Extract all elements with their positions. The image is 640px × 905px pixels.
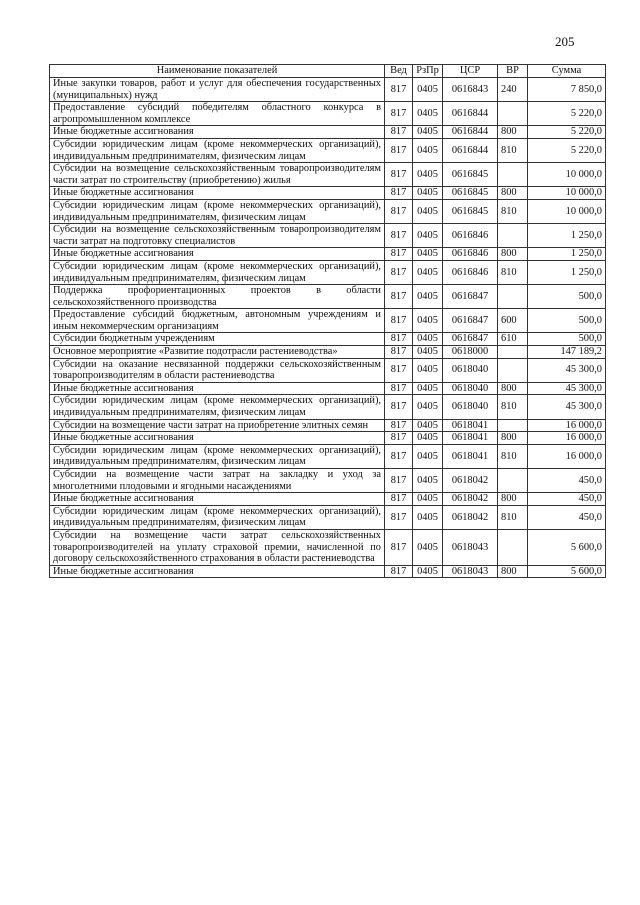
row-csr-cell: 0618000: [443, 346, 498, 359]
row-sum-cell: 16 000,0: [528, 432, 606, 445]
row-name-cell: Субсидии юридическим лицам (кроме некоммерческих организаций), индивидуальным предпринимателям, физическим лицам: [50, 505, 385, 529]
row-ved-cell: 817: [385, 565, 413, 578]
row-ved-cell: 817: [385, 248, 413, 261]
row-sum-cell: 16 000,0: [528, 444, 606, 468]
column-header-vr: ВР: [498, 65, 528, 78]
row-sum-cell: 147 189,2: [528, 346, 606, 359]
row-vr-cell: 810: [498, 395, 528, 419]
row-vr-cell: [498, 529, 528, 565]
row-vr-cell: 800: [498, 187, 528, 200]
row-rzpr-cell: 0405: [413, 565, 443, 578]
row-csr-cell: 0618041: [443, 419, 498, 432]
row-name-cell: Предоставление субсидий бюджетным, автономным учреждениям и иным некоммерческим организациям: [50, 309, 385, 333]
row-ved-cell: 817: [385, 260, 413, 284]
table-row: [50, 78, 606, 102]
row-rzpr-cell: 0405: [413, 469, 443, 493]
row-ved-cell: 817: [385, 382, 413, 395]
page-number: 205: [555, 34, 575, 49]
table-row: [50, 187, 606, 200]
row-csr-cell: 0616846: [443, 260, 498, 284]
row-sum-cell: 450,0: [528, 505, 606, 529]
row-csr-cell: 0616847: [443, 309, 498, 333]
row-rzpr-cell: 0405: [413, 333, 443, 346]
table-row: [50, 199, 606, 223]
row-name-cell: Субсидии юридическим лицам (кроме некоммерческих организаций), индивидуальным предпринимателям, физическим лицам: [50, 138, 385, 162]
row-name-cell: Иные бюджетные ассигнования: [50, 248, 385, 261]
row-rzpr-cell: 0405: [413, 529, 443, 565]
row-vr-cell: 810: [498, 138, 528, 162]
table-row: [50, 309, 606, 333]
row-vr-cell: [498, 358, 528, 382]
row-ved-cell: 817: [385, 126, 413, 139]
row-vr-cell: 810: [498, 505, 528, 529]
row-name-cell: Субсидии на оказание несвязанной поддержки сельскохозяйственным товаропроизводителям в области растениеводства: [50, 358, 385, 382]
row-rzpr-cell: 0405: [413, 163, 443, 187]
row-rzpr-cell: 0405: [413, 382, 443, 395]
row-ved-cell: 817: [385, 358, 413, 382]
row-sum-cell: 5 220,0: [528, 126, 606, 139]
row-name-cell: Субсидии на возмещение части затрат на закладку и уход за многолетними плодовыми и ягодными насаждениями: [50, 469, 385, 493]
row-sum-cell: 1 250,0: [528, 248, 606, 261]
table-row: [50, 260, 606, 284]
row-ved-cell: 817: [385, 187, 413, 200]
row-ved-cell: 817: [385, 78, 413, 102]
table-row: [50, 126, 606, 139]
row-name-cell: Иные бюджетные ассигнования: [50, 187, 385, 200]
row-name-cell: Субсидии на возмещение сельскохозяйственным товаропроизводителям части затрат по строительству (приобретению) жилья: [50, 163, 385, 187]
table-body: [50, 78, 606, 578]
row-ved-cell: 817: [385, 432, 413, 445]
table-row: [50, 444, 606, 468]
budget-table: [49, 64, 606, 578]
table-row: [50, 358, 606, 382]
row-rzpr-cell: 0405: [413, 493, 443, 506]
row-name-cell: Иные бюджетные ассигнования: [50, 126, 385, 139]
column-header-csr: ЦСР: [443, 65, 498, 78]
row-rzpr-cell: 0405: [413, 444, 443, 468]
table-row: [50, 493, 606, 506]
table-row: [50, 382, 606, 395]
row-sum-cell: 5 600,0: [528, 529, 606, 565]
table-row: [50, 248, 606, 261]
table-row: [50, 102, 606, 126]
row-sum-cell: 500,0: [528, 333, 606, 346]
row-csr-cell: 0618043: [443, 565, 498, 578]
row-vr-cell: 810: [498, 260, 528, 284]
row-csr-cell: 0616844: [443, 126, 498, 139]
row-name-cell: Иные закупки товаров, работ и услуг для обеспечения государственных (муниципальных) нужд: [50, 78, 385, 102]
column-header-rzpr: РзПр: [413, 65, 443, 78]
row-rzpr-cell: 0405: [413, 432, 443, 445]
row-vr-cell: [498, 102, 528, 126]
row-vr-cell: 810: [498, 444, 528, 468]
row-sum-cell: 10 000,0: [528, 187, 606, 200]
row-name-cell: Субсидии на возмещение части затрат сельскохозяйственных товаропроизводителей на уплату страховой премии, начисленной по договору сельскохозяйственного страхования в области растениеводства: [50, 529, 385, 565]
row-name-cell: Субсидии юридическим лицам (кроме некоммерческих организаций), индивидуальным предпринимателям, физическим лицам: [50, 199, 385, 223]
row-ved-cell: 817: [385, 102, 413, 126]
row-ved-cell: 817: [385, 309, 413, 333]
row-sum-cell: 45 300,0: [528, 358, 606, 382]
row-rzpr-cell: 0405: [413, 126, 443, 139]
row-rzpr-cell: 0405: [413, 505, 443, 529]
row-name-cell: Субсидии юридическим лицам (кроме некоммерческих организаций), индивидуальным предпринимателям, физическим лицам: [50, 444, 385, 468]
column-header-sum: Сумма: [528, 65, 606, 78]
row-csr-cell: 0616845: [443, 187, 498, 200]
row-name-cell: Иные бюджетные ассигнования: [50, 382, 385, 395]
row-rzpr-cell: 0405: [413, 248, 443, 261]
row-ved-cell: 817: [385, 505, 413, 529]
row-ved-cell: 817: [385, 395, 413, 419]
table-row: [50, 529, 606, 565]
row-csr-cell: 0616847: [443, 333, 498, 346]
row-name-cell: Основное мероприятие «Развитие подотрасли растениеводства»: [50, 346, 385, 359]
row-name-cell: Субсидии юридическим лицам (кроме некоммерческих организаций), индивидуальным предпринимателям, физическим лицам: [50, 260, 385, 284]
row-vr-cell: [498, 224, 528, 248]
row-vr-cell: [498, 419, 528, 432]
row-name-cell: Предоставление субсидий победителям областного конкурса в агропромышленном комплексе: [50, 102, 385, 126]
row-vr-cell: 600: [498, 309, 528, 333]
row-sum-cell: 5 220,0: [528, 138, 606, 162]
row-vr-cell: 800: [498, 248, 528, 261]
row-rzpr-cell: 0405: [413, 285, 443, 309]
row-sum-cell: 7 850,0: [528, 78, 606, 102]
row-csr-cell: 0616845: [443, 199, 498, 223]
row-name-cell: Поддержка профориентационных проектов в области сельскохозяйственного производства: [50, 285, 385, 309]
row-csr-cell: 0618040: [443, 358, 498, 382]
row-vr-cell: 800: [498, 493, 528, 506]
row-csr-cell: 0616844: [443, 102, 498, 126]
row-csr-cell: 0616843: [443, 78, 498, 102]
row-vr-cell: 810: [498, 199, 528, 223]
row-sum-cell: 16 000,0: [528, 419, 606, 432]
row-rzpr-cell: 0405: [413, 419, 443, 432]
row-ved-cell: 817: [385, 469, 413, 493]
row-rzpr-cell: 0405: [413, 309, 443, 333]
row-sum-cell: 10 000,0: [528, 163, 606, 187]
row-ved-cell: 817: [385, 529, 413, 565]
row-vr-cell: 610: [498, 333, 528, 346]
row-csr-cell: 0616846: [443, 248, 498, 261]
table-row: [50, 432, 606, 445]
row-sum-cell: 500,0: [528, 309, 606, 333]
row-vr-cell: 800: [498, 382, 528, 395]
row-csr-cell: 0618042: [443, 505, 498, 529]
row-sum-cell: 45 300,0: [528, 395, 606, 419]
table-row: [50, 565, 606, 578]
row-rzpr-cell: 0405: [413, 395, 443, 419]
row-sum-cell: 450,0: [528, 493, 606, 506]
row-csr-cell: 0618043: [443, 529, 498, 565]
row-sum-cell: 45 300,0: [528, 382, 606, 395]
row-ved-cell: 817: [385, 346, 413, 359]
table-row: [50, 346, 606, 359]
row-ved-cell: 817: [385, 224, 413, 248]
table-row: [50, 138, 606, 162]
row-csr-cell: 0616844: [443, 138, 498, 162]
row-vr-cell: 240: [498, 78, 528, 102]
row-ved-cell: 817: [385, 163, 413, 187]
table-row: [50, 395, 606, 419]
row-rzpr-cell: 0405: [413, 346, 443, 359]
row-vr-cell: [498, 285, 528, 309]
row-sum-cell: 5 220,0: [528, 102, 606, 126]
row-vr-cell: [498, 163, 528, 187]
table-row: [50, 505, 606, 529]
row-rzpr-cell: 0405: [413, 187, 443, 200]
row-csr-cell: 0616846: [443, 224, 498, 248]
row-ved-cell: 817: [385, 333, 413, 346]
row-sum-cell: 450,0: [528, 469, 606, 493]
row-rzpr-cell: 0405: [413, 199, 443, 223]
row-ved-cell: 817: [385, 419, 413, 432]
row-name-cell: Иные бюджетные ассигнования: [50, 432, 385, 445]
table-row: [50, 469, 606, 493]
row-rzpr-cell: 0405: [413, 260, 443, 284]
row-csr-cell: 0616845: [443, 163, 498, 187]
table-row: [50, 333, 606, 346]
row-csr-cell: 0618041: [443, 432, 498, 445]
row-sum-cell: 10 000,0: [528, 199, 606, 223]
row-vr-cell: 800: [498, 126, 528, 139]
column-header-name: Наименование показателей: [50, 65, 385, 78]
row-sum-cell: 5 600,0: [528, 565, 606, 578]
row-rzpr-cell: 0405: [413, 138, 443, 162]
row-sum-cell: 500,0: [528, 285, 606, 309]
row-rzpr-cell: 0405: [413, 78, 443, 102]
row-ved-cell: 817: [385, 493, 413, 506]
row-name-cell: Субсидии юридическим лицам (кроме некоммерческих организаций), индивидуальным предпринимателям, физическим лицам: [50, 395, 385, 419]
row-sum-cell: 1 250,0: [528, 224, 606, 248]
row-csr-cell: 0618042: [443, 493, 498, 506]
row-rzpr-cell: 0405: [413, 224, 443, 248]
row-csr-cell: 0618041: [443, 444, 498, 468]
row-name-cell: Субсидии на возмещение части затрат на приобретение элитных семян: [50, 419, 385, 432]
table-row: [50, 285, 606, 309]
table-row: [50, 419, 606, 432]
table-row: [50, 224, 606, 248]
row-vr-cell: [498, 346, 528, 359]
row-sum-cell: 1 250,0: [528, 260, 606, 284]
row-vr-cell: [498, 469, 528, 493]
table-header-row: [50, 65, 606, 78]
column-header-ved: Вед: [385, 65, 413, 78]
row-ved-cell: 817: [385, 138, 413, 162]
table-row: [50, 163, 606, 187]
row-ved-cell: 817: [385, 285, 413, 309]
row-name-cell: Иные бюджетные ассигнования: [50, 565, 385, 578]
row-name-cell: Иные бюджетные ассигнования: [50, 493, 385, 506]
row-name-cell: Субсидии бюджетным учреждениям: [50, 333, 385, 346]
row-vr-cell: 800: [498, 432, 528, 445]
row-csr-cell: 0618042: [443, 469, 498, 493]
row-rzpr-cell: 0405: [413, 102, 443, 126]
row-rzpr-cell: 0405: [413, 358, 443, 382]
row-ved-cell: 817: [385, 444, 413, 468]
row-name-cell: Субсидии на возмещение сельскохозяйственным товаропроизводителям части затрат на подготовку специалистов: [50, 224, 385, 248]
row-vr-cell: 800: [498, 565, 528, 578]
row-ved-cell: 817: [385, 199, 413, 223]
row-csr-cell: 0618040: [443, 382, 498, 395]
row-csr-cell: 0616847: [443, 285, 498, 309]
row-csr-cell: 0618040: [443, 395, 498, 419]
